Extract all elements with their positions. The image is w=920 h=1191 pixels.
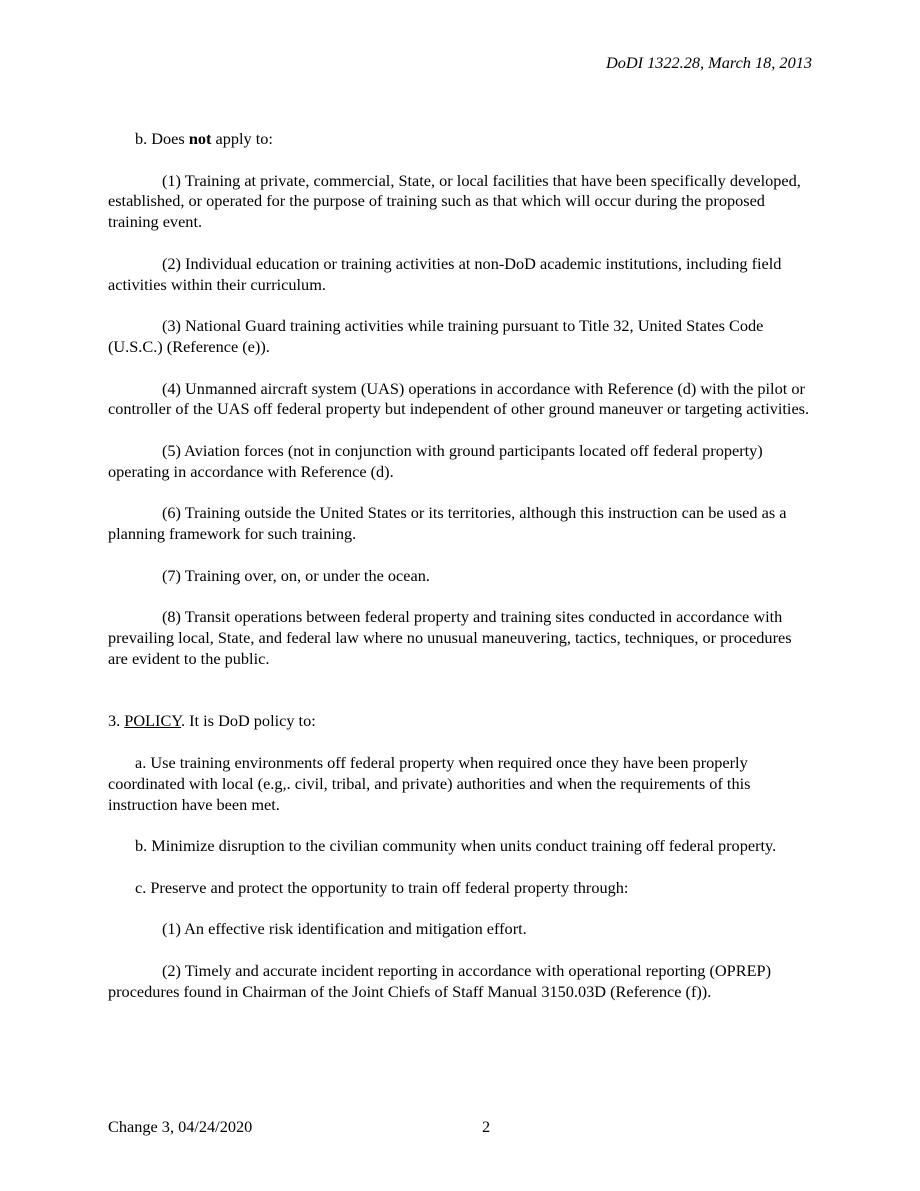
policy-item-c: c. Preserve and protect the opportunity to train off federal property through: [135, 877, 629, 897]
section-b-prefix: b. Does [135, 129, 189, 148]
document-reference-header: DoDI 1322.28, March 18, 2013 [605, 53, 812, 72]
section-b-item-2: (2) Individual education or training activities at non-DoD academic institutions, including field activities within their curriculum. [108, 253, 782, 294]
section-b-item-8: (8) Transit operations between federal property and training sites conducted in accordance with prevailing local, State, and federal law where no unusual maneuvering, tactics, techniques, or procedures are evident to the public. [108, 607, 792, 668]
section-b-item-3: (3) National Guard training activities while training pursuant to Title 32, United States Code (U.S.C.) (Reference (e)). [108, 316, 764, 356]
section-b-item-5: (5) Aviation forces (not in conjunction with ground participants located off federal property) operating in accordance with Reference (d). [108, 440, 763, 481]
policy-number: 3. [108, 711, 125, 731]
section-b-item-1: (1) Training at private, commercial, State, or local facilities that have been specifically developed, established, or operated for the purpose of training such as that which will occur during the proposed training event. [108, 170, 801, 232]
policy-heading [108, 711, 813, 732]
document-body [108, 129, 813, 1023]
footer-change-note: Change 3, 04/24/2020 [108, 1117, 253, 1136]
section-b-heading [108, 129, 813, 150]
policy-title: POLICY [124, 711, 181, 731]
section-b-bold-not: not [188, 129, 212, 148]
page-number: 2 [482, 1117, 491, 1136]
policy-c-item-1: (1) An effective risk identification and mitigation effort. [162, 919, 527, 939]
section-b-suffix: apply to: [211, 129, 273, 148]
section-b-item-4: (4) Unmanned aircraft system (UAS) operations in accordance with Reference (d) with the pilot or controller of the UAS off federal property but independent of other ground maneuver or targeting activities. [108, 378, 810, 419]
section-b-item-6: (6) Training outside the United States or its territories, although this instruction can be used as a planning framework for such training. [108, 503, 787, 544]
policy-intro: . It is DoD policy to: [180, 711, 316, 731]
policy-c-item-2: (2) Timely and accurate incident reporting in accordance with operational reporting (OPREP) procedures found in Chairman of the Joint Chiefs of Staff Manual 3150.03D (Reference (f)). [108, 960, 772, 1001]
policy-item-a: a. Use training environments off federal property when required once they have been properly coordinated with local (e.g,. civil, tribal, and private) authorities and when the requirements of this instruction have been met. [108, 752, 751, 814]
section-b-item-7: (7) Training over, on, or under the ocean. [162, 565, 430, 585]
policy-item-b: b. Minimize disruption to the civilian community when units conduct training off federal property. [135, 836, 777, 856]
